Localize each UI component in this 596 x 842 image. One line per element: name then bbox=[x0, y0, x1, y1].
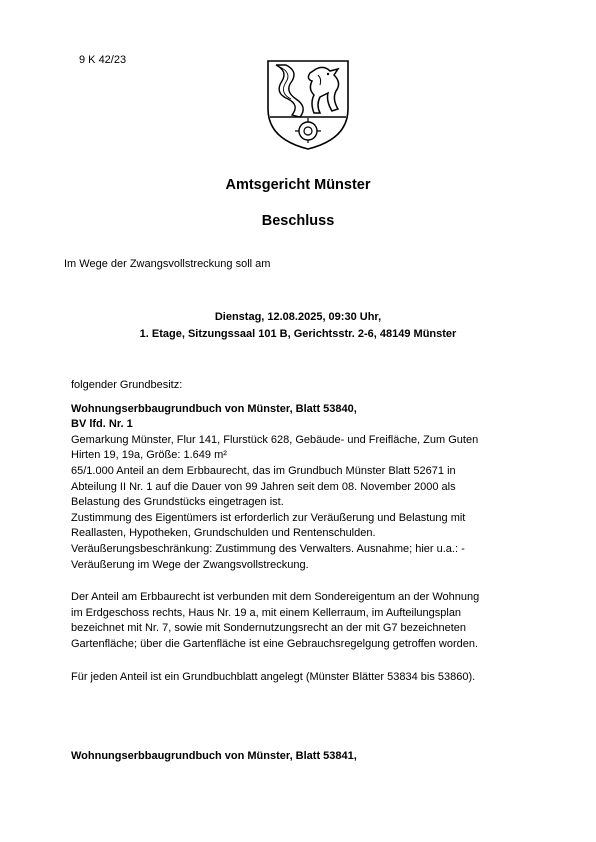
property1-line: Abteilung II Nr. 1 auf die Dauer von 99 Jahren seit dem 08. November 2000 als bbox=[71, 480, 456, 493]
property1-line: 65/1.000 Anteil an dem Erbbaurecht, das im Grundbuch Münster Blatt 52671 in bbox=[71, 464, 456, 477]
property1-heading: Wohnungserbbaugrundbuch von Münster, Blatt 53840, bbox=[71, 402, 357, 415]
property-description bbox=[71, 378, 541, 765]
property1-line: Veräußerung im Wege der Zwangsvollstreckung. bbox=[71, 558, 309, 571]
case-reference: 9 K 42/23 bbox=[79, 54, 127, 66]
hearing-date: Dienstag, 12.08.2025, 09:30 Uhr, bbox=[214, 311, 382, 323]
property1-line: Zustimmung des Eigentümers ist erforderlich zur Veräußerung und Belastung mit bbox=[71, 511, 466, 524]
document-title: Beschluss bbox=[261, 213, 335, 229]
nrw-coat-of-arms-icon bbox=[258, 55, 358, 153]
property1-line: Gemarkung Münster, Flur 141, Flurstück 628, Gebäude- und Freifläche, Zum Guten bbox=[71, 433, 479, 446]
paragraph2-line: bezeichnet mit Nr. 7, sowie mit Sondernutzungsrecht an der mit G7 bezeichneten bbox=[71, 622, 466, 635]
property1-line: Veräußerungsbeschränkung: Zustimmung des Verwalters. Ausnahme; hier u.a.: - bbox=[71, 542, 465, 555]
paragraph3: Für jeden Anteil ist ein Grundbuchblatt angelegt (Münster Blätter 53834 bis 53860). bbox=[71, 670, 476, 683]
property1-line: Belastung des Grundstücks eingetragen ist. bbox=[71, 496, 284, 509]
property1-line: Reallasten, Hypotheken, Grundschulden und Rentenschulden. bbox=[71, 527, 376, 540]
property1-bv-number: BV lfd. Nr. 1 bbox=[71, 418, 133, 431]
property1-line: Hirten 19, 19a, Größe: 1.649 m² bbox=[71, 449, 227, 462]
intro-text: Im Wege der Zwangsvollstreckung soll am bbox=[64, 258, 271, 270]
property2-heading: Wohnungserbbaugrundbuch von Münster, Blatt 53841, bbox=[71, 750, 357, 763]
court-name: Amtsgericht Münster bbox=[225, 177, 371, 193]
paragraph2-line: Der Anteil am Erbbaurecht ist verbunden mit dem Sondereigentum an der Wohnung bbox=[71, 591, 480, 604]
hearing-location: 1. Etage, Sitzungssaal 101 B, Gerichtsstr. 2-6, 48149 Münster bbox=[139, 328, 457, 340]
paragraph2-line: Gartenfläche; über die Gartenfläche ist eine Gebrauchsregelgung getroffen worden. bbox=[71, 637, 479, 650]
paragraph2-line: im Erdgeschoss rechts, Haus Nr. 19 a, mit einem Kellerraum, im Aufteilungsplan bbox=[71, 606, 462, 619]
property-intro: folgender Grundbesitz: bbox=[71, 379, 183, 391]
